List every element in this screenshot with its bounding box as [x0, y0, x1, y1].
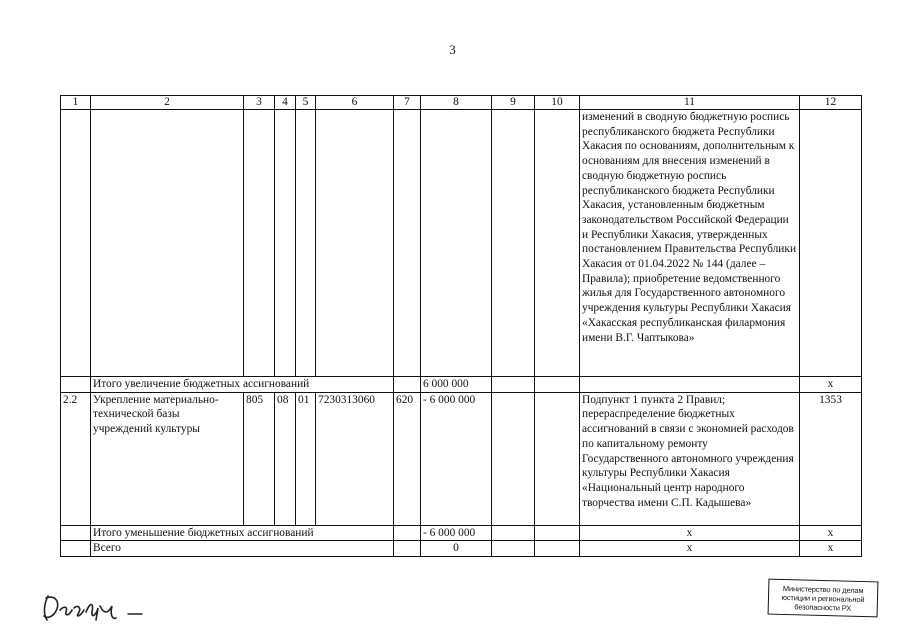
handwritten-signature — [38, 590, 158, 626]
row-col3: 805 — [244, 392, 275, 525]
page-number: 3 — [449, 42, 456, 57]
stamp-line-3: безопасности РХ — [794, 602, 852, 613]
header-col-9: 9 — [492, 96, 535, 110]
stamp-line-2: юстиции и региональной — [781, 592, 865, 605]
row-col4: 08 — [275, 392, 296, 525]
table-row-grand-total — [61, 541, 862, 557]
header-col-11: 11 — [580, 96, 800, 110]
total-increase-label: Итого увеличение бюджетных ассигнований — [91, 377, 394, 393]
total-decrease-col12: x — [800, 525, 862, 541]
table-row-total-decrease — [61, 525, 862, 541]
row-col12: 1353 — [800, 392, 862, 525]
header-col-10: 10 — [535, 96, 580, 110]
total-increase-amount: 6 000 000 — [421, 377, 492, 393]
header-col-5: 5 — [296, 96, 316, 110]
header-col-3: 3 — [244, 96, 275, 110]
row-name: Укрепление материально-технической базы учреждений культуры — [91, 392, 244, 525]
grand-total-label: Всего — [91, 541, 394, 557]
row-col7: 620 — [394, 392, 421, 525]
stamp-line-1: Министерство по делам — [782, 583, 864, 596]
total-decrease-amount: - 6 000 000 — [421, 525, 492, 541]
row-basis-cell: Подпункт 1 пункта 2 Правил; перераспределение бюджетных ассигнований в связи с экономией расходов по капитальному ремонту Государственного автономного учреждения культуры Республики Хакасия «Национальный центр народного творчества имени С.П. Кадышева» — [580, 392, 800, 525]
header-col-1: 1 — [61, 96, 91, 110]
total-decrease-col11: x — [580, 525, 800, 541]
row-col5: 01 — [296, 392, 316, 525]
grand-total-amount: 0 — [421, 541, 492, 557]
header-col-8: 8 — [421, 96, 492, 110]
grand-total-col12: x — [800, 541, 862, 557]
header-col-7: 7 — [394, 96, 421, 110]
table-row-continuation — [61, 110, 862, 377]
header-col-6: 6 — [316, 96, 394, 110]
continuation-basis-cell: изменений в сводную бюджетную роспись республиканского бюджета Республики Хакасия по основаниям, дополнительным к основаниям для внесения изменений в сводную бюджетную роспись республиканского бюджета Республики Хакасия, установленным бюджетным законодательством Российской Федерации и Республики Хакасия, утвержденных постановлением Правительства Республики Хакасия от 01.04.2022 № 144 (далее – Правила); приобретение ведомственного жилья для Государственного автономного учреждения культуры Республики Хакасия «Хакасская республиканская филармония имени В.Г. Чаптыкова» — [580, 110, 800, 377]
row-amount: - 6 000 000 — [421, 392, 492, 525]
row-col6: 7230313060 — [316, 392, 394, 525]
total-increase-col12: x — [800, 377, 862, 393]
total-decrease-label: Итого уменьшение бюджетных ассигнований — [91, 525, 394, 541]
table-row-total-increase — [61, 377, 862, 393]
header-col-12: 12 — [800, 96, 862, 110]
header-col-4: 4 — [275, 96, 296, 110]
budget-table — [60, 95, 862, 557]
table-header-row — [61, 96, 862, 110]
table-row-2-2 — [61, 392, 862, 525]
row-number: 2.2 — [61, 392, 91, 525]
ministry-stamp — [768, 579, 879, 618]
header-col-2: 2 — [91, 96, 244, 110]
grand-total-col11: x — [580, 541, 800, 557]
